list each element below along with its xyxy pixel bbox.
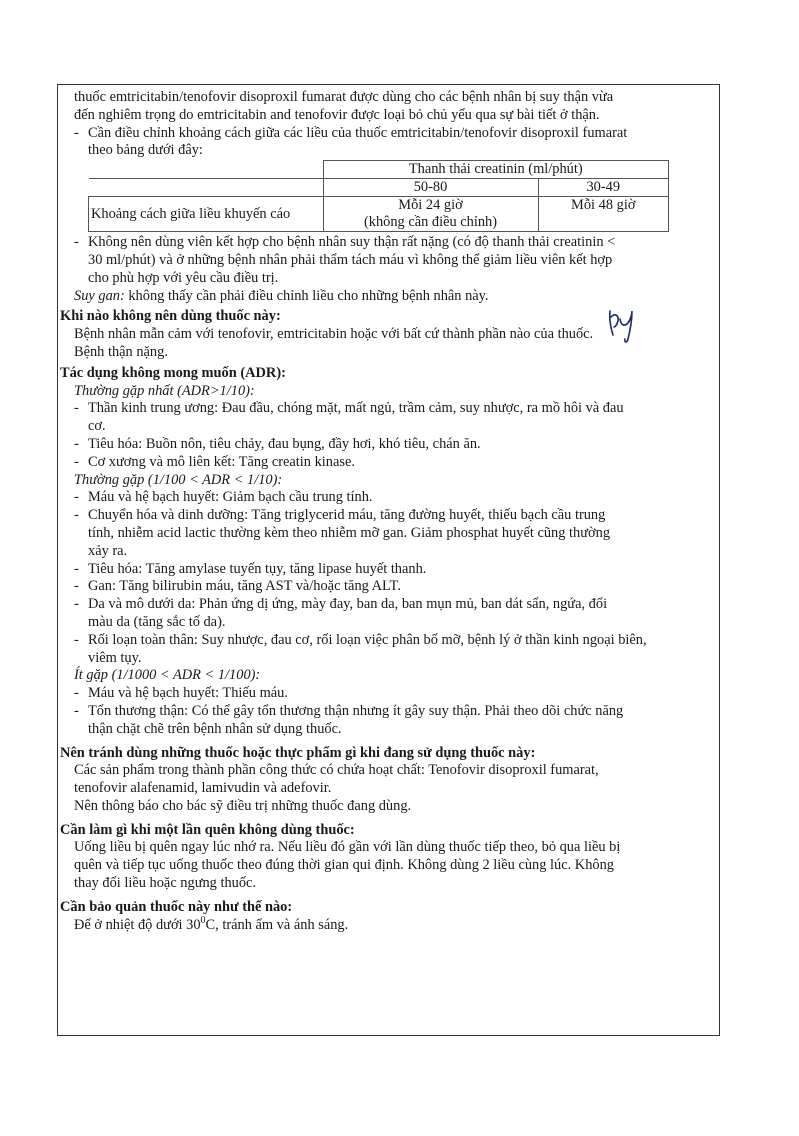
adr-c-item-6: - Rối loạn toàn thân: Suy nhược, đau cơ, rối loạn việc phân bố mỡ, bệnh lý ở thần kinh ngoại biên, viêm tụy. bbox=[74, 631, 647, 666]
renal-adjust-text-1: Cần điều chỉnh khoảng cách giữa các liều của thuốc emtricitabin/tenofovir disoproxil fumarat bbox=[88, 124, 628, 141]
adr-c-item-3: - Tiêu hóa: Tăng amylase tuyến tụy, tăng lipase huyết thanh. bbox=[74, 560, 427, 577]
renal-adjust-item: - Cần điều chỉnh khoảng cách giữa các liều của thuốc emtricitabin/tenofovir disoproxil fumarat theo bảng dưới đây: bbox=[60, 125, 712, 161]
table-col-30-49: 30-49 bbox=[538, 179, 669, 197]
document-body bbox=[60, 89, 712, 934]
missed-heading: Cần làm gì khi một lần quên không dùng thuốc: bbox=[60, 821, 355, 838]
table-header-clearance: Thanh thải creatinin (ml/phút) bbox=[323, 161, 669, 179]
contra-line-2: Bệnh thận nặng. bbox=[74, 343, 168, 360]
storage-heading: Cần bảo quản thuốc này như thế nào: bbox=[60, 898, 293, 915]
adr-c-item-1: - Máu và hệ bạch huyết: Giảm bạch cầu trung tính. bbox=[74, 489, 373, 506]
adr-uncommon-label: Ít gặp (1/1000 < ADR < 1/100): bbox=[74, 667, 261, 684]
renal-severe-3: cho phù hợp với yêu cầu điều trị. bbox=[88, 269, 279, 286]
renal-severe-item: - Không nên dùng viên kết hợp cho bệnh nhân suy thận rất nặng (có độ thanh thải creatinin < 30 ml/phút) và ở những bệnh nhân phải thẩm tách máu vì không thể giảm liều viên kết hợp cho phù hợp với yêu cầu điều trị. bbox=[60, 234, 712, 287]
missed-line-1: Uống liều bị quên ngay lúc nhớ ra. Nếu liều đó gần với lần dùng thuốc tiếp theo, bỏ qua liều bị bbox=[74, 839, 621, 856]
renal-continued-2: đến nghiêm trọng do emtricitabin and tenofovir được loại bỏ chủ yếu qua sự bài tiết ở thận. bbox=[74, 106, 600, 123]
adr-vc-item-1: - Thần kinh trung ương: Đau đầu, chóng mặt, mất ngủ, trầm cảm, suy nhược, ra mồ hôi và đau cơ. bbox=[74, 400, 624, 435]
missed-line-3: thay đổi liều hoặc ngưng thuốc. bbox=[74, 875, 257, 892]
renal-severe-2: 30 ml/phút) và ở những bệnh nhân phải thẩm tách máu vì không thể giảm liều viên kết hợp bbox=[88, 251, 613, 268]
table-cell-24h bbox=[323, 197, 538, 232]
table-row-label: Khoảng cách giữa liều khuyến cáo bbox=[89, 197, 324, 232]
liver-text: không thấy cần phải điều chỉnh liều cho những bệnh nhân này. bbox=[124, 287, 489, 304]
adr-vc-item-2: - Tiêu hóa: Buồn nôn, tiêu chảy, đau bụng, đầy hơi, khó tiêu, chán ăn. bbox=[74, 435, 481, 452]
renal-severe-1: Không nên dùng viên kết hợp cho bệnh nhân suy thận rất nặng (có độ thanh thải creatinin < bbox=[88, 234, 616, 251]
avoid-line-1: Các sản phẩm trong thành phần công thức có chứa hoạt chất: Tenofovir disoproxil fumarat, bbox=[74, 762, 599, 779]
adr-heading: Tác dụng không mong muốn (ADR): bbox=[60, 364, 286, 381]
adr-c-item-2: - Chuyển hóa và dinh dưỡng: Tăng triglycerid máu, tăng đường huyết, thiếu bạch cầu trung tính, nhiễm acid lactic thường kèm theo nhiễm mỡ gan. Giảm phosphat huyết cũng thường xảy ra. bbox=[74, 507, 611, 559]
table-cell-24h-main: Mỗi 24 giờ bbox=[398, 197, 463, 214]
adr-u-item-1: - Máu và hệ bạch huyết: Thiếu máu. bbox=[74, 685, 288, 702]
renal-continued-1: thuốc emtricitabin/tenofovir disoproxil fumarat được dùng cho các bệnh nhân bị suy thận vừa bbox=[74, 89, 614, 105]
adr-common-label: Thường gặp (1/100 < ADR < 1/10): bbox=[74, 471, 283, 488]
liver-note bbox=[60, 288, 712, 306]
dose-interval-table bbox=[88, 160, 669, 232]
adr-vc-item-3: - Cơ xương và mô liên kết: Tăng creatin kinase. bbox=[74, 453, 355, 470]
missed-line-2: quên và tiếp tục uống thuốc theo đúng thời gian qui định. Không dùng 2 liều cùng lúc. Không bbox=[74, 857, 614, 874]
adr-u-item-2: - Tổn thương thận: Có thể gây tổn thương thận nhưng ít gây suy thận. Phải theo dõi chức năng thận chặt chẽ trên bệnh nhân sử dụng thuốc. bbox=[74, 702, 624, 737]
avoid-line-2: tenofovir alafenamid, lamivudin và adefovir. bbox=[74, 780, 332, 797]
liver-label: Suy gan: bbox=[74, 287, 125, 304]
renal-adjust-text-2: theo bảng dưới đây: bbox=[88, 142, 203, 159]
avoid-heading: Nên tránh dùng những thuốc hoặc thực phẩm gì khi đang sử dụng thuốc này: bbox=[60, 744, 536, 761]
storage-line: Để ở nhiệt độ dưới $30^0C$, tránh ẩm và ánh sáng. bbox=[74, 914, 349, 933]
table-cell-48h: Mỗi 48 giờ bbox=[538, 197, 669, 232]
contra-heading: Khi nào không nên dùng thuốc này: bbox=[60, 308, 281, 325]
table-cell-24h-note: (không cần điều chỉnh) bbox=[363, 214, 498, 231]
contra-line-1: Bệnh nhân mẫn cảm với tenofovir, emtricitabin hoặc với bất cứ thành phần nào của thuốc. bbox=[74, 326, 594, 343]
adr-c-item-5: - Da và mô dưới da: Phản ứng dị ứng, mày đay, ban da, ban mụn mủ, ban dát sẩn, ngứa, đổi màu da (tăng sắc tố da). bbox=[74, 596, 608, 630]
adr-very-common-label: Thường gặp nhất (ADR>1/10): bbox=[74, 382, 255, 399]
table-col-50-80: 50-80 bbox=[323, 179, 538, 197]
adr-c-item-4: - Gan: Tăng bilirubin máu, tăng AST và/hoặc tăng ALT. bbox=[74, 578, 401, 595]
handwritten-signature bbox=[606, 305, 642, 345]
avoid-line-3: Nên thông báo cho bác sỹ điều trị những thuốc đang dùng. bbox=[74, 797, 412, 814]
